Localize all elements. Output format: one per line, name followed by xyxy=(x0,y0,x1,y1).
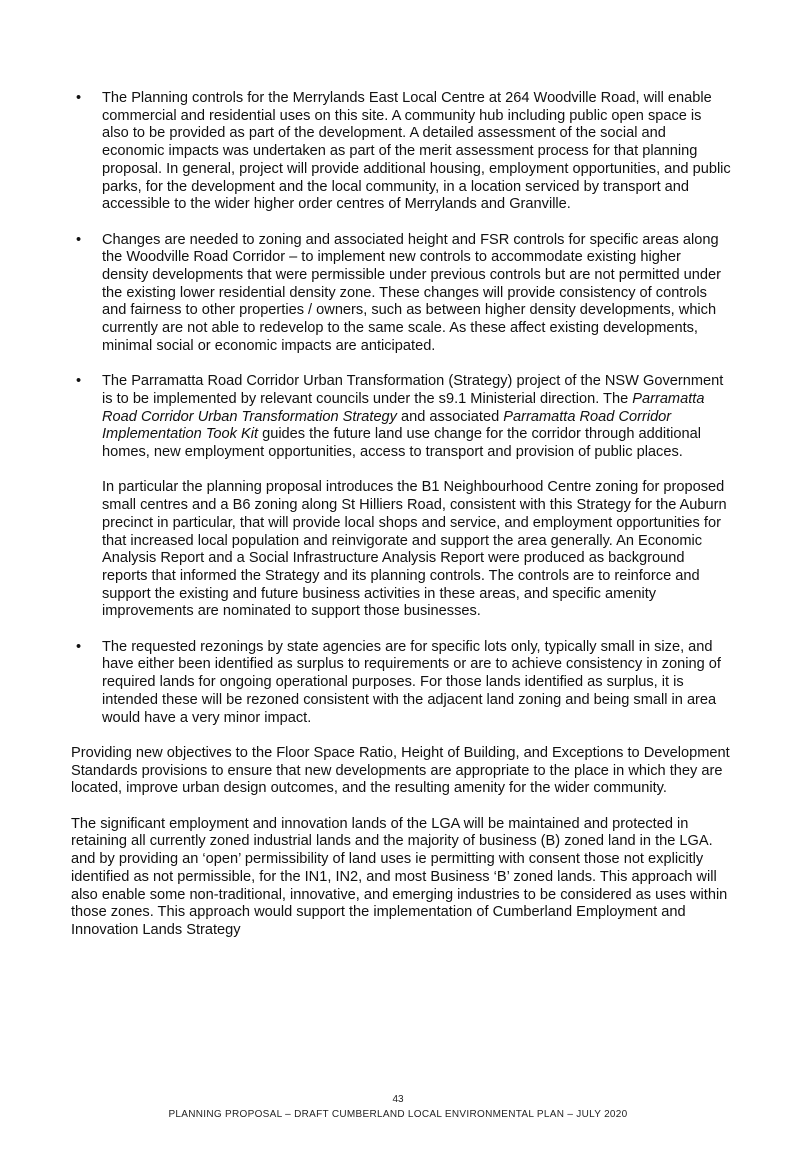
italic-title-text: Parramatta Road Corridor Urban Transformation Strategy xyxy=(102,390,705,425)
page-number: 43 xyxy=(392,1094,404,1105)
text-run: The Parramatta Road Corridor Urban Transformation (Strategy) project of the NSW Government is to be implemented by relevant councils under the s9.1 Ministerial direction. The xyxy=(102,373,724,407)
text-run: The Planning controls for the Merrylands East Local Centre at 264 Woodville Road, will enable commercial and residential uses on this site. A community hub including public open space is also to be provided as part of the development. A detailed assessment of the social and economic impacts was undertaken as part of the merit assessment process for that planning proposal. In general, project will provide additional housing, employment opportunities, and public parks, for the development and the local community, in a location serviced by transport and accessible to the wider higher order centres of Merrylands and Granville. xyxy=(102,90,731,213)
text-run: and associated xyxy=(396,408,504,425)
bullet-sub-paragraph xyxy=(102,479,731,621)
text-run: guides the future land use change for the corridor through additional homes, new employment opportunities, access to transport and provision of public places. xyxy=(102,426,702,461)
bullet-list xyxy=(71,90,731,727)
text-run: Changes are needed to zoning and associated height and FSR controls for specific areas along the Woodville Road Corridor – to implement new controls to accommodate existing higher density developments that were permissible under previous controls but are not permitted under the existing lower residential density zone. These changes will provide consistency of controls and fairness to other properties / owners, such as between higher density developments, which currently are not able to redevelop to the same scale. As these affect existing developments, minimal social or economic impacts are anticipated. xyxy=(102,231,721,354)
bullet-paragraph xyxy=(102,90,731,214)
bullet-item xyxy=(71,373,731,621)
bullet-paragraph xyxy=(102,639,731,728)
bullet-dot-icon: • xyxy=(76,231,82,248)
text-run: In particular the planning proposal introduces the B1 Neighbourhood Centre zoning for proposed small centres and a B6 zoning along St Hilliers Road, consistent with this Strategy for the Auburn precinct in particular, that will provide local shops and service, and employment opportunities for that increased local population and reinvigorate and support the area generally. An Economic Analysis Report and a Social Infrastructure Analysis Report were produced as background reports that informed the Strategy and its planning controls. The controls are to reinforce and support the existing and future business activities in these areas, and specific amenity improvements are nominated to support those businesses. xyxy=(102,479,727,620)
bullet-item xyxy=(71,90,731,214)
footer-title: PLANNING PROPOSAL – DRAFT CUMBERLAND LOCAL ENVIRONMENTAL PLAN – JULY 2020 xyxy=(168,1109,628,1120)
bullet-paragraph xyxy=(102,373,731,462)
italic-title-text: Parramatta Road Corridor Implementation Took Kit xyxy=(102,408,672,443)
bullet-paragraph xyxy=(102,232,731,356)
page-content xyxy=(71,90,731,957)
bullet-dot-icon: • xyxy=(76,90,82,106)
bullet-dot-icon: • xyxy=(76,638,82,655)
text-run: The requested rezonings by state agencies are for specific lots only, typically small in size, and have either been identified as surplus to requirements or are to achieve consistency in zoning of required lands for ongoing operational purposes. For those lands identified as surplus, it is intended these will be rezoned consistent with the adjacent land zoning and being small in area would have a very minor impact. xyxy=(102,638,721,726)
body-paragraph: Providing new objectives to the Floor Space Ratio, Height of Building, and Exceptions to Development Standards provisions to ensure that new developments are appropriate to the place in which they are located, improve urban design outcomes, and the resulting amenity for the wider community. xyxy=(71,744,730,797)
bullet-item xyxy=(71,639,731,728)
bullet-dot-icon: • xyxy=(76,373,82,390)
bullet-item xyxy=(71,232,731,356)
body-paragraph: The significant employment and innovation lands of the LGA will be maintained and protected in retaining all currently zoned industrial lands and the majority of business (B) zoned land in the LGA. and by providing an ‘open’ permissibility of land uses ie permitting with consent those not explicitly identified as not permissible, for the IN1, IN2, and most Business ‘B’ zoned lands. This approach will also enable some non-traditional, innovative, and emerging industries to be considered as uses within those zones. This approach would support the implementation of Cumberland Employment and Innovation Lands Strategy xyxy=(71,815,728,938)
